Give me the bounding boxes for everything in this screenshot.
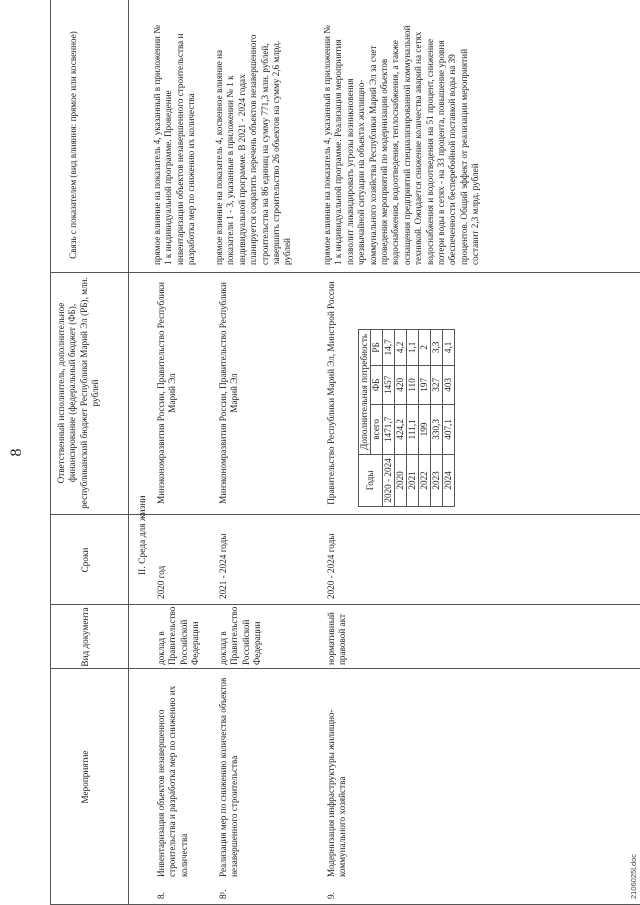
table-border-top xyxy=(50,0,51,905)
finance-fb: 197 xyxy=(419,365,431,404)
finance-col-years: Годы xyxy=(359,454,383,506)
file-name-footer: 2106025l.doc xyxy=(629,853,638,899)
finance-col-need: Дополнительная потребность xyxy=(359,330,371,455)
finance-row xyxy=(431,330,443,507)
finance-fb: 1457 xyxy=(383,365,395,404)
row-link: прямое влияние на показатель 4, указанный в приложении № 1 к индивидуальной программе. Проведение инвентаризации объектов незавершенного строительства и разработка мер по снижению их количества xyxy=(152,25,197,265)
page-number: 8 xyxy=(8,448,25,457)
finance-row xyxy=(419,330,431,507)
col-header-doc: Вид документа xyxy=(80,607,90,667)
row-doc: доклад в Правительство Российской Федерации xyxy=(218,606,263,665)
col-header-executor: Ответственный исполнитель, дополнительное финансирование (федеральный бюджет (ФБ), республиканский бюджет Республики Марий Эл (РБ), млн. рублей xyxy=(56,277,101,509)
finance-rb: 1,1 xyxy=(407,330,419,366)
finance-fb: 403 xyxy=(443,365,455,404)
table-divider xyxy=(50,668,640,669)
finance-year: 2023 xyxy=(431,454,443,506)
finance-total: 407,1 xyxy=(443,404,455,454)
row-executor: Минэкономразвития России, Правительство Республики Марий Эл xyxy=(218,282,240,504)
table-divider xyxy=(50,604,640,605)
row-event: Реализация мер по снижению количества объектов незавершенного строительства xyxy=(218,677,240,877)
finance-row xyxy=(443,330,455,507)
finance-total: 111,1 xyxy=(407,404,419,454)
finance-year: 2024 xyxy=(443,454,455,506)
table-divider xyxy=(50,272,640,273)
col-header-term: Сроки xyxy=(80,547,90,573)
finance-rb: 2 xyxy=(419,330,431,366)
finance-rb: 4,1 xyxy=(443,330,455,366)
row-term: 2020 год xyxy=(156,565,166,599)
row-executor: Правительство Республики Марий Эл, Минстрой России xyxy=(326,281,336,505)
finance-total: 199 xyxy=(419,404,431,454)
finance-row xyxy=(395,330,407,507)
row-link: прямое влияние на показатель 4, косвенное влияние на показатели 1 - 3, указанные в приложении № 1 к индивидуальной программе. В 2021 - 2024 годах планируется сократить перечень объектов незавершенного строительства на 86 единиц на сумму 771,3 млн. рублей, завершить строительство 26 объектов на сумму 2,6 млрд. рублей xyxy=(214,34,293,265)
finance-fb: 420 xyxy=(395,365,407,404)
row-link: прямое влияние на показатель 4, указанный в приложении № 1 к индивидуальной программе. Реализация мероприятия позволит ликвидировать угрозы возникновения чрезвычайной ситуации на объектах жилищно-коммунального хозяйства Республики Марий Эл за счет проведения мероприятий по модернизации объектов водоснабжения, водоотведения, теплоснабжения, а также оснащения предприятий специализированной коммунальной техникой. Ожидается снижение количества аварий на сетях водоснабжения и водоотведения на 51 процент, снижение потери воды в сетях - на 33 процента, повышение уровня обеспеченности бесперебойной поставкой воды на 39 процентов. Общий эффект от реализации мероприятий составит 2,3 млрд. рублей xyxy=(322,25,481,265)
finance-fb: 327 xyxy=(431,365,443,404)
finance-row xyxy=(383,330,395,507)
finance-total: 424,2 xyxy=(395,404,407,454)
finance-rb: 4,2 xyxy=(395,330,407,366)
finance-col-total: всего xyxy=(371,404,383,454)
row-doc: нормативный правовой акт xyxy=(326,612,348,665)
row-executor: Минэкономразвития России, Правительство Республики Марий Эл xyxy=(156,282,178,504)
finance-fb: 110 xyxy=(407,365,419,404)
finance-year: 2020 xyxy=(395,454,407,506)
section-title: II. Среда для жизни xyxy=(138,495,148,575)
finance-rb: 14,7 xyxy=(383,330,395,366)
col-header-event: Мероприятие xyxy=(80,750,90,804)
row-doc: доклад в Правительство Российской Федерации xyxy=(156,606,201,665)
row-number: 9. xyxy=(326,892,336,899)
finance-col-fb: ФБ xyxy=(371,365,383,404)
col-header-link: Связь с показателем (вид влияния: прямое или косвенное) xyxy=(68,31,78,259)
finance-total: 1471,7 xyxy=(383,404,395,454)
finance-col-rb: РБ xyxy=(371,330,383,366)
finance-year: 2021 xyxy=(407,454,419,506)
row-term: 2021 - 2024 годы xyxy=(218,533,228,599)
finance-table xyxy=(358,329,455,507)
finance-rb: 3,3 xyxy=(431,330,443,366)
finance-row xyxy=(407,330,419,507)
header-underline xyxy=(128,0,129,905)
finance-year: 2020 - 2024 xyxy=(383,454,395,506)
finance-year: 2022 xyxy=(419,454,431,506)
row-number: 8. xyxy=(156,892,166,899)
row-event: Модернизация инфраструктуры жилищно-коммунального хозяйства xyxy=(326,709,348,877)
row-event: Инвентаризация объектов незавершенного строительства и разработка мер по снижению их количества xyxy=(156,685,189,877)
row-number: 8¹. xyxy=(218,889,228,899)
row-term: 2020 - 2024 годы xyxy=(326,533,336,599)
finance-header-row xyxy=(359,330,371,507)
finance-total: 330,3 xyxy=(431,404,443,454)
